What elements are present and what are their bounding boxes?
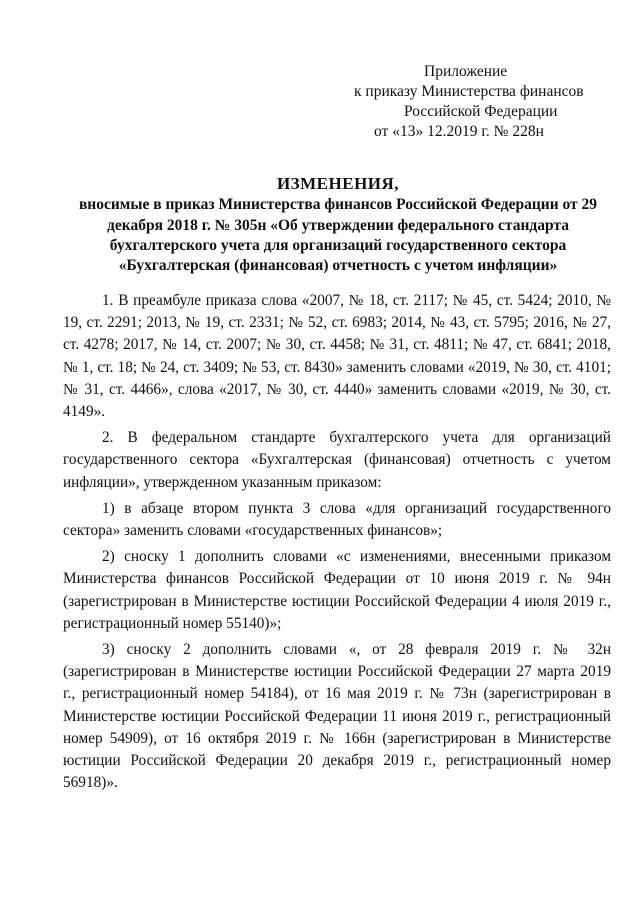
paragraph-2-item-1: 1) в абзаце втором пункта 3 слова «для организаций государственного сектора» заменить словами «государственных финансов»; bbox=[63, 499, 611, 540]
title-main: ИЗМЕНЕНИЯ, bbox=[276, 174, 400, 193]
paragraph-2-item-3: 3) сноску 2 дополнить словами «, от 28 февраля 2019 г. № 32н (зарегистрирован в Министерстве юстиции Российской Федерации 27 марта 2019 г., регистрационный номер 54184), от 16 мая 2019 г. № 73н (зарегистрирован в Министерстве юстиции Российской Федерации 11 июня 2019 г., регистрационный номер 54909), от 16 октября 2019 г. № 166н (зарегистрирован в Министерстве юстиции Российской Федерации 20 декабря 2019 г., регистрационный номер 56918)». bbox=[63, 641, 611, 792]
document-title bbox=[68, 174, 608, 276]
appendix-line-3: Российской Федерации bbox=[404, 103, 558, 120]
appendix-line-4: от «13» 12.2019 г. № 228н bbox=[374, 123, 544, 140]
paragraph-2: 2. В федеральном стандарте бухгалтерского учета для организаций государственного сектора «Бухгалтерская (финансовая) отчетность с учетом инфляции», утвержденном указанным приказом: bbox=[63, 429, 611, 491]
title-subtitle: вносимые в приказ Министерства финансов Российской Федерации от 29 декабря 2018 г. № 305н «Об утверждении федерального стандарта бухгалтерского учета для организаций государственного сектора «Бухгалтерская (финансовая) отчетность с учетом инфляции» bbox=[78, 196, 598, 275]
paragraph-2-item-2: 2) сноску 1 дополнить словами «с изменениями, внесенными приказом Министерства финансов Российской Федерации от 10 июня 2019 г. № 94н (зарегистрирован в Министерстве юстиции Российской Федерации 4 июля 2019 г., регистрационный номер 55140)»; bbox=[63, 548, 611, 632]
document-body bbox=[63, 290, 611, 794]
paragraph-1: 1. В преамбуле приказа слова «2007, № 18, ст. 2117; № 45, ст. 5424; 2010, № 19, ст. 2291; 2013, № 19, ст. 2331; № 52, ст. 6983; 2014, № 43, ст. 5795; 2016, № 27, ст. 4278; 2017, № 14, ст. 2007; № 30, ст. 4458; № 31, ст. 4811; № 47, ст. 6841; 2018, № 1, ст. 18; № 24, ст. 3409; № 53, ст. 8430» заменить словами «2019, № 30, ст. 4101; № 31, ст. 4466», слова «2017, № 30, ст. 4440» заменить словами «2019, № 30, ст. 4149». bbox=[63, 292, 611, 421]
appendix-header bbox=[340, 62, 600, 142]
appendix-line-1: Приложение bbox=[424, 63, 508, 80]
appendix-line-2: к приказу Министерства финансов bbox=[354, 83, 584, 100]
